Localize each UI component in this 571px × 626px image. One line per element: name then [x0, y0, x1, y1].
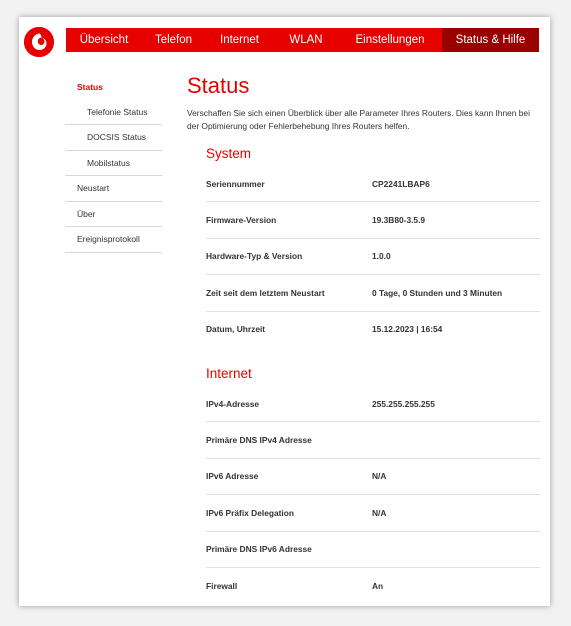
nav-tab-wlan[interactable]: WLAN	[289, 34, 323, 46]
table-row	[206, 422, 540, 458]
sidebar-item-mobilstatus[interactable]: Mobilstatus	[65, 151, 162, 177]
row-value: 0 Tage, 0 Stunden und 3 Minuten	[372, 287, 503, 298]
row-value: 255.255.255.255	[372, 398, 435, 409]
row-label: Zeit seit dem letztem Neustart	[206, 287, 325, 298]
main-content	[187, 73, 540, 603]
vodafone-logo-icon[interactable]	[24, 27, 54, 57]
row-value: An	[372, 580, 384, 591]
router-admin-window	[19, 17, 550, 606]
row-label: Primäre DNS IPv4 Adresse	[206, 435, 312, 446]
main-navigation	[66, 28, 539, 52]
page-title: Status	[187, 73, 250, 98]
row-label: Seriennummer	[206, 178, 265, 189]
internet-table	[206, 386, 540, 603]
table-row	[206, 312, 540, 347]
page-intro: Verschaffen Sie sich einen Überblick über alle Parameter Ihres Routers. Dies kann Ihnen bei der Optimierung oder Fehlerbehebung Ihres Routers helfen.	[187, 108, 530, 131]
table-row	[206, 459, 540, 495]
table-row	[206, 166, 540, 202]
nav-tab-telefon[interactable]: Telefon	[154, 34, 193, 46]
table-row	[206, 275, 540, 311]
nav-tab-internet[interactable]: Internet	[220, 34, 259, 46]
row-value: 15.12.2023 | 16:54	[372, 324, 443, 335]
nav-tab-einstellungen[interactable]: Einstellungen	[355, 34, 425, 46]
table-row	[206, 386, 540, 422]
row-label: IPv6 Adresse	[206, 471, 259, 482]
row-value: N/A	[372, 471, 387, 482]
section-title-system: System	[206, 146, 252, 161]
sidebar-item-status[interactable]: Status	[77, 82, 103, 92]
sidebar-item-ereignisprotokoll[interactable]: Ereignisprotokoll	[65, 227, 162, 253]
row-value: CP2241LBAP6	[372, 178, 430, 189]
row-label: Hardware-Typ & Version	[206, 251, 303, 262]
row-label: Datum, Uhrzeit	[206, 324, 266, 335]
row-value: 19.3B80-3.5.9	[372, 215, 426, 226]
section-title-internet: Internet	[206, 365, 252, 381]
row-label: IPv6 Präfix Delegation	[206, 507, 294, 518]
table-row	[206, 495, 540, 531]
row-label: Firmware-Version	[206, 215, 277, 226]
sidebar	[65, 75, 162, 253]
sidebar-item-docsis-status[interactable]: DOCSIS Status	[65, 125, 162, 151]
row-label: Primäre DNS IPv6 Adresse	[206, 544, 312, 555]
row-value: 1.0.0	[372, 251, 391, 262]
sidebar-item-ueber[interactable]: Über	[65, 202, 162, 228]
table-row	[206, 239, 540, 275]
table-row	[206, 202, 540, 238]
sidebar-item-telefonie-status[interactable]: Telefonie Status	[65, 100, 162, 126]
row-label: IPv4-Adresse	[206, 398, 260, 409]
row-label: Firewall	[206, 580, 238, 591]
row-value: N/A	[372, 507, 387, 518]
sidebar-item-neustart[interactable]: Neustart	[65, 176, 162, 202]
table-row	[206, 532, 540, 568]
nav-tab-uebersicht[interactable]: Übersicht	[79, 34, 129, 46]
system-table	[206, 166, 540, 347]
table-row	[206, 568, 540, 603]
nav-tab-status-hilfe[interactable]: Status & Hilfe	[442, 28, 539, 52]
